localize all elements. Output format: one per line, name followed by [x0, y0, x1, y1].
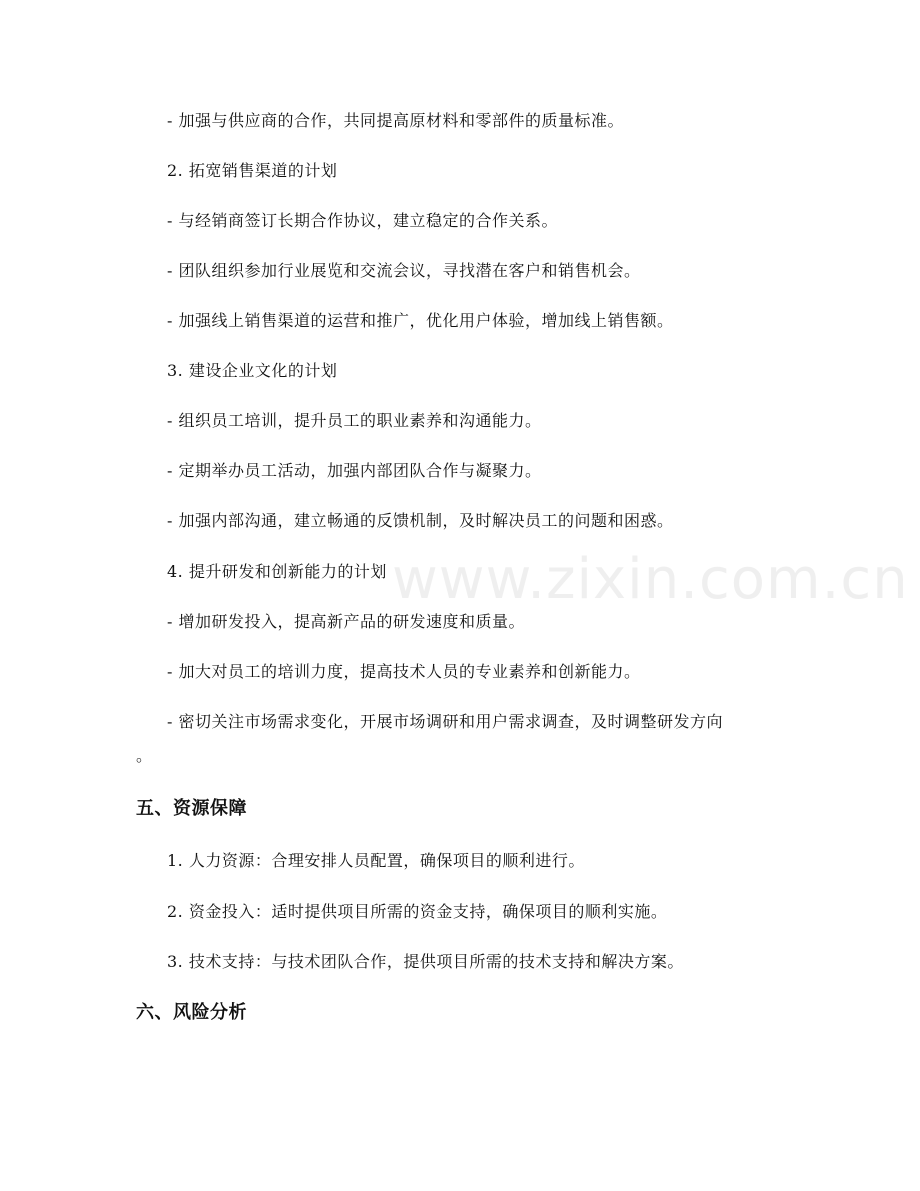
- subsection-title: 3. 建设企业文化的计划: [167, 361, 338, 380]
- resource-item: 3. 技术支持：与技术团队合作，提供项目所需的技术支持和解决方案。: [167, 952, 684, 971]
- bullet-line: - 增加研发投入，提高新产品的研发速度和质量。: [167, 612, 525, 631]
- subsection-title: 4. 提升研发和创新能力的计划: [167, 562, 387, 581]
- resource-item: 1. 人力资源：合理安排人员配置，确保项目的顺利进行。: [167, 851, 585, 870]
- bullet-line: - 与经销商签订长期合作协议，建立稳定的合作关系。: [167, 211, 558, 230]
- bullet-line: - 加大对员工的培训力度，提高技术人员的专业素养和创新能力。: [167, 662, 641, 681]
- resource-item: 2. 资金投入：适时提供项目所需的资金支持，确保项目的顺利实施。: [167, 902, 668, 921]
- wrapped-punctuation: 。: [136, 746, 153, 765]
- watermark: www.zixin.com.cn: [392, 547, 909, 612]
- section-heading-resources: 五、资源保障: [136, 798, 247, 819]
- bullet-line: - 团队组织参加行业展览和交流会议，寻找潜在客户和销售机会。: [167, 261, 641, 280]
- bullet-line: - 定期举办员工活动，加强内部团队合作与凝聚力。: [167, 461, 542, 480]
- section-heading-risk: 六、风险分析: [136, 1002, 247, 1023]
- bullet-line: - 密切关注市场需求变化，开展市场调研和用户需求调查，及时调整研发方向: [167, 712, 723, 731]
- bullet-line: - 加强内部沟通，建立畅通的反馈机制，及时解决员工的问题和困惑。: [167, 511, 674, 530]
- bullet-line: - 加强与供应商的合作，共同提高原材料和零部件的质量标准。: [167, 111, 624, 130]
- bullet-line: - 组织员工培训，提升员工的职业素养和沟通能力。: [167, 411, 542, 430]
- subsection-title: 2. 拓宽销售渠道的计划: [167, 161, 338, 180]
- bullet-line: - 加强线上销售渠道的运营和推广，优化用户体验，增加线上销售额。: [167, 311, 674, 330]
